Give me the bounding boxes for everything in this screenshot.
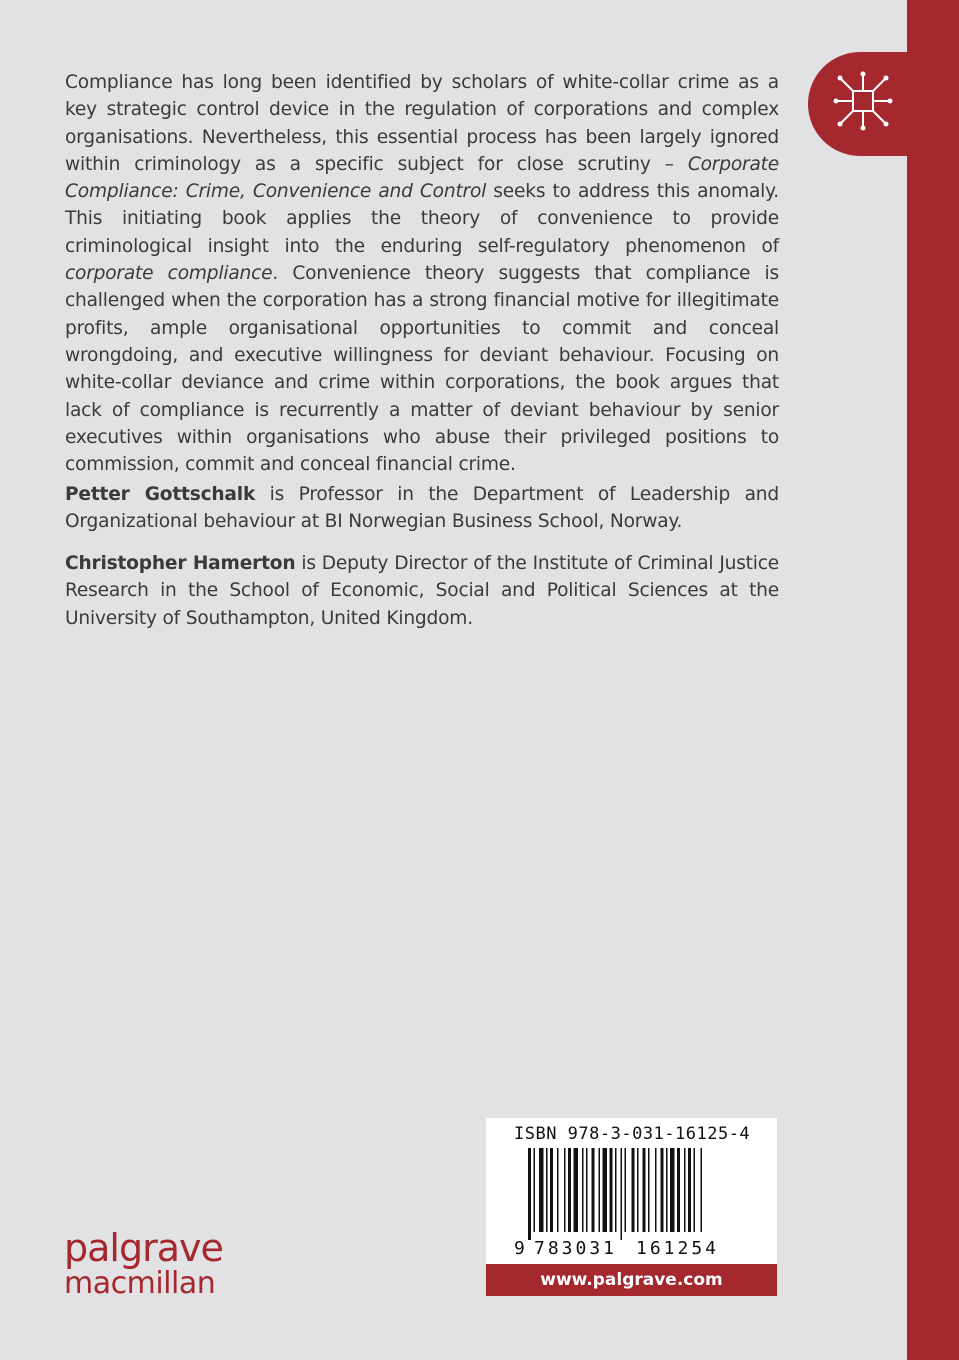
barcode-bar xyxy=(648,1148,650,1232)
spine xyxy=(907,0,959,1360)
barcode-image xyxy=(508,1148,756,1260)
barcode-bar xyxy=(694,1148,696,1232)
barcode-bar xyxy=(670,1148,675,1232)
barcode-bar xyxy=(610,1148,613,1232)
barcode-bar xyxy=(701,1148,703,1232)
author-bio xyxy=(65,481,779,536)
barcode-bar xyxy=(643,1148,646,1232)
barcode-bar xyxy=(621,1148,623,1240)
barcode-bar xyxy=(550,1148,553,1232)
barcode-bar xyxy=(592,1148,595,1232)
barcode-bar xyxy=(582,1148,584,1232)
barcode-bar xyxy=(625,1148,627,1232)
barcode-digit-first: 9 xyxy=(514,1238,525,1259)
book-description xyxy=(65,69,779,478)
author-name: Petter Gottschalk xyxy=(65,484,256,505)
palgrave-network-icon xyxy=(830,68,896,134)
isbn-barcode xyxy=(486,1118,777,1264)
description-text: . Convenience theory suggests that compliance is challenged when the corporation has a strong financial motive for illegitimate profits, ample organisational opportunities to commit and conceal wrongdoing, and executive willingness for deviant behaviour. Focusing on white-collar deviance and crime within corporations, the book argues that lack of compliance is recurrently a matter of deviant behaviour by senior executives within organisations who abuse their privileged positions to commission, commit and conceal financial crime. xyxy=(65,263,779,476)
barcode-bar xyxy=(655,1148,657,1232)
barcode-digits-right: 161254 xyxy=(636,1238,720,1259)
barcode-bar xyxy=(603,1148,608,1232)
author-bio xyxy=(65,550,779,632)
description-text: seeks to address this anomaly. This initiating book applies the theory of convenience to provide criminological insight into the enduring self-regulatory phenomenon of xyxy=(65,181,779,257)
barcode-bar xyxy=(534,1148,536,1232)
publisher-url[interactable]: www.palgrave.com xyxy=(486,1264,777,1296)
barcode-bar xyxy=(632,1148,635,1232)
publisher-line1: palgrave xyxy=(64,1226,223,1270)
barcode-bar xyxy=(557,1148,559,1232)
term-italic: corporate compliance xyxy=(65,263,273,285)
barcode-bar xyxy=(574,1148,579,1232)
author-name: Christopher Hamerton xyxy=(65,553,296,574)
barcode-bar xyxy=(661,1148,664,1232)
publisher-line2: macmillan xyxy=(64,1266,216,1301)
barcode-bar xyxy=(586,1148,588,1232)
barcode-bar xyxy=(568,1148,571,1232)
barcode-bar xyxy=(546,1148,548,1232)
barcode-bar xyxy=(564,1148,566,1232)
author-bio-text: is Deputy Director of the Institute of Criminal Justice Research in the School of Economic, Social and Political Sciences at the University of Southampton, United Kingdom. xyxy=(65,553,779,629)
barcode-bar xyxy=(684,1148,686,1232)
logo-tab xyxy=(808,52,959,156)
barcode-bar xyxy=(666,1148,668,1232)
isbn-label: ISBN 978-3-031-16125-4 xyxy=(514,1124,751,1144)
author-bio-text: is Professor in the Department of Leadership and Organizational behaviour at BI Norwegian Business School, Norway. xyxy=(65,484,779,533)
barcode-bar xyxy=(528,1148,531,1240)
barcode-digits-left: 783031 xyxy=(534,1238,618,1259)
barcode-bar xyxy=(615,1148,617,1232)
book-title-italic: Corporate Compliance: Crime, Convenience and Control xyxy=(65,153,779,203)
barcode-bar xyxy=(599,1148,601,1232)
description-text: Compliance has long been identified by scholars of white-collar crime as a key strategic control device in the regulation of corporations and complex organisations. Nevertheless, this essential process has been largely ignored within criminology as a specific subject for close scrutiny – xyxy=(65,72,779,175)
barcode-bar xyxy=(688,1148,691,1232)
barcode-bar xyxy=(677,1148,680,1232)
publisher-logo xyxy=(64,1228,223,1300)
barcode-bar xyxy=(637,1148,639,1232)
barcode-bar xyxy=(539,1148,544,1232)
